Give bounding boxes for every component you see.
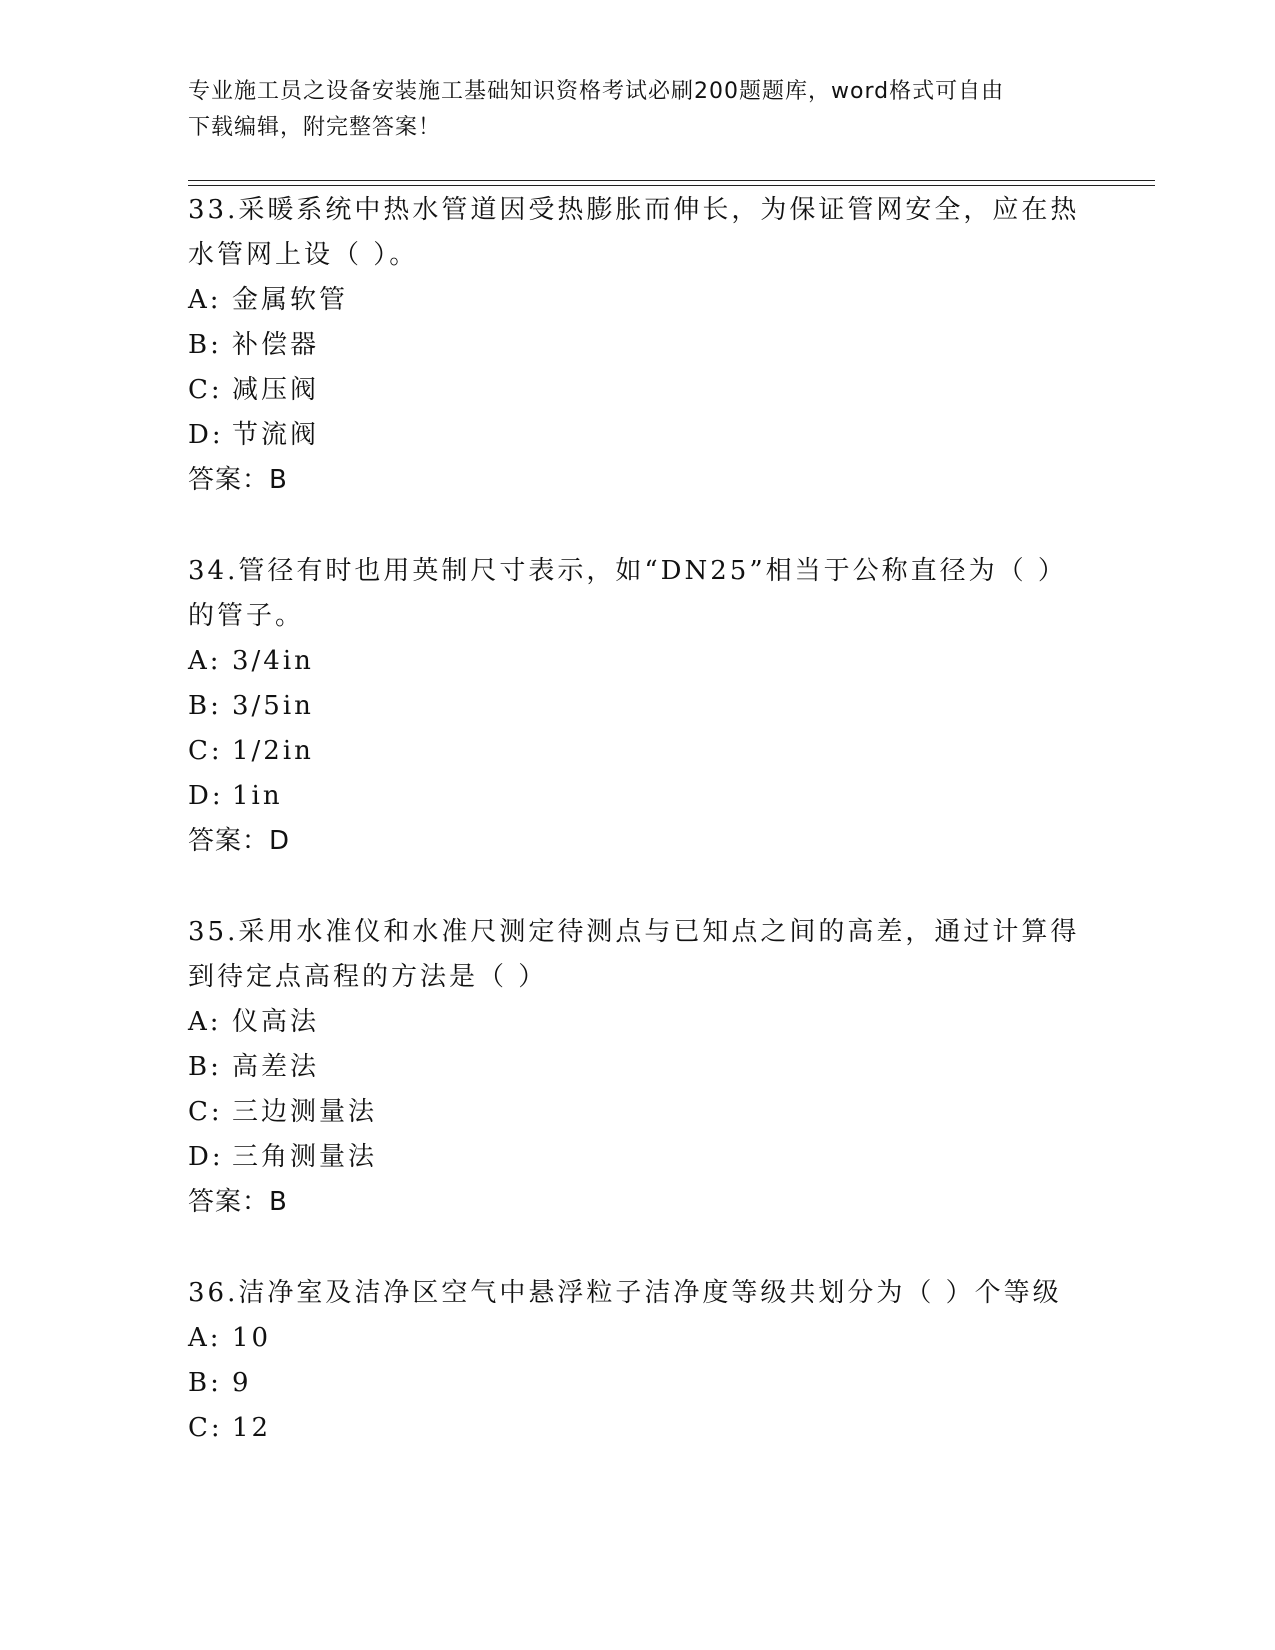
header-divider-bottom [188, 185, 1155, 186]
question-text: 33.采暖系统中热水管道因受热膨胀而伸长，为保证管网安全，应在热水管网上设（ ）。 [188, 195, 1080, 270]
question-list [188, 188, 1088, 1497]
option-label: A: [188, 285, 222, 315]
answer-line: 答案：B [188, 465, 288, 495]
option-b [188, 1045, 1088, 1090]
option-label: A: [188, 646, 222, 676]
option-label: C: [188, 1097, 223, 1127]
option-a [188, 1000, 1088, 1045]
option-b [188, 1361, 1088, 1406]
option-label: C: [188, 1413, 223, 1443]
option-text: 金属软管 [232, 285, 349, 315]
header-line-2: 下载编辑，附完整答案！ [188, 115, 442, 140]
answer-line: 答案：D [188, 826, 291, 856]
document-header [188, 74, 1068, 146]
option-b [188, 684, 1088, 729]
question-36 [188, 1271, 1088, 1451]
option-text: 3/4in [232, 646, 314, 676]
option-text: 高差法 [232, 1052, 320, 1082]
option-text: 补偿器 [232, 330, 320, 360]
option-c [188, 729, 1088, 774]
option-b [188, 323, 1088, 368]
option-label: B: [188, 691, 222, 721]
option-label: B: [188, 330, 222, 360]
option-text: 仪高法 [232, 1007, 320, 1037]
option-d [188, 774, 1088, 819]
option-text: 9 [232, 1368, 252, 1398]
option-label: A: [188, 1323, 222, 1353]
option-c [188, 368, 1088, 413]
question-35 [188, 910, 1088, 1225]
option-d [188, 1135, 1088, 1180]
question-text: 35.采用水准仪和水准尺测定待测点与已知点之间的高差，通过计算得到待定点高程的方法是（ ） [188, 917, 1080, 992]
option-text: 1/2in [232, 736, 314, 766]
option-label: D: [188, 781, 224, 811]
answer-line: 答案：B [188, 1187, 288, 1217]
option-c [188, 1090, 1088, 1135]
header-divider-top [188, 180, 1155, 181]
option-c [188, 1406, 1088, 1451]
option-a [188, 1316, 1088, 1361]
option-a [188, 278, 1088, 323]
option-label: B: [188, 1368, 222, 1398]
option-text: 节流阀 [232, 420, 320, 450]
option-label: D: [188, 420, 224, 450]
option-text: 1in [232, 781, 283, 811]
option-label: B: [188, 1052, 222, 1082]
header-line-1: 专业施工员之设备安装施工基础知识资格考试必刷200题题库，word格式可自由 [188, 79, 1005, 104]
option-d [188, 413, 1088, 458]
option-text: 三边测量法 [232, 1097, 378, 1127]
option-a [188, 639, 1088, 684]
question-text: 34.管径有时也用英制尺寸表示，如“DN25”相当于公称直径为（ ）的管子。 [188, 556, 1067, 631]
question-34 [188, 549, 1088, 864]
question-text: 36.洁净室及洁净区空气中悬浮粒子洁净度等级共划分为（ ）个等级 [188, 1278, 1062, 1308]
question-33 [188, 188, 1088, 503]
option-label: A: [188, 1007, 222, 1037]
option-text: 三角测量法 [232, 1142, 378, 1172]
option-text: 12 [232, 1413, 272, 1443]
option-label: D: [188, 1142, 224, 1172]
option-text: 减压阀 [232, 375, 320, 405]
option-text: 3/5in [232, 691, 314, 721]
option-label: C: [188, 375, 223, 405]
option-text: 10 [232, 1323, 272, 1353]
option-label: C: [188, 736, 223, 766]
